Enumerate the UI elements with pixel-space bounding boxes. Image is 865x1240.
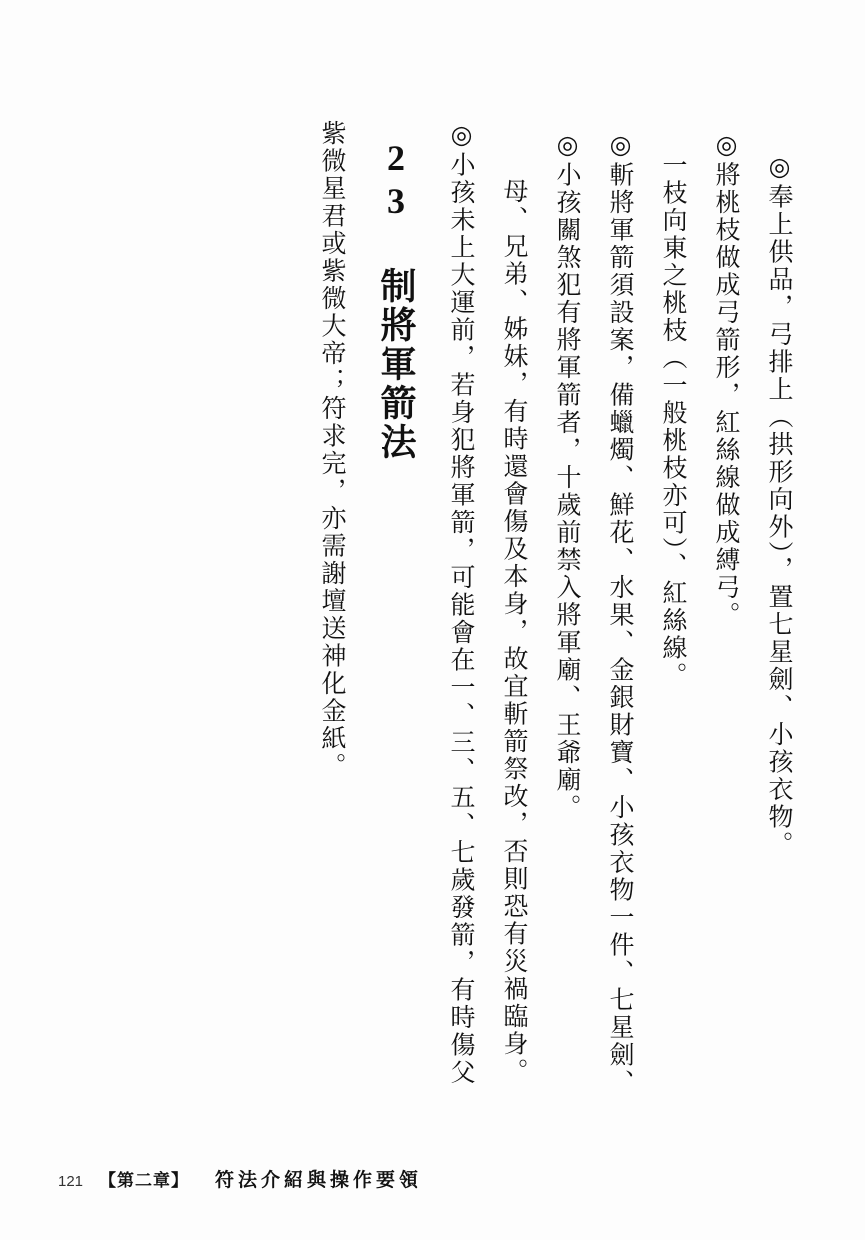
text-line-carryover: 紫微星君或紫微大帝；符求完，亦需謝壇送神化金紙。 xyxy=(318,120,345,780)
text-line-item3a: ◎斬將軍箭須設案，備蠟燭、鮮花、水果、金銀財寶、小孩衣物一件、七星劍、 xyxy=(606,130,633,1097)
text-line-item1b: 母、兄弟、姊妹，有時還會傷及本身，故宜斬箭祭改，否則恐有災禍臨身。 xyxy=(500,178,527,1086)
text-line-item2: ◎小孩關煞犯有將軍箭者，十歲前禁入將軍廟、王爺廟。 xyxy=(553,130,580,822)
chapter-title: 符法介紹與操作要領 xyxy=(215,1170,423,1191)
chapter-tag: 【第二章】 xyxy=(99,1171,190,1190)
text-line-item5: ◎奉上供品，弓排上（拱形向外），置七星劍、小孩衣物。 xyxy=(765,152,792,859)
page-number: 121 xyxy=(58,1173,84,1190)
page-footer xyxy=(58,1165,422,1192)
text-line-item3b: 一枝向東之桃枝（一般桃枝亦可）、紅絲線。 xyxy=(659,152,686,690)
section-heading: 23 制將軍箭法 xyxy=(376,138,416,462)
text-line-item1a: ◎小孩未上大運前，若身犯將軍箭，可能會在一、三、五、七歲發箭，有時傷父 xyxy=(447,120,474,1087)
vertical-text-body xyxy=(305,120,805,1120)
text-line-item4: ◎將桃枝做成弓箭形，紅絲線做成縛弓。 xyxy=(712,130,739,629)
